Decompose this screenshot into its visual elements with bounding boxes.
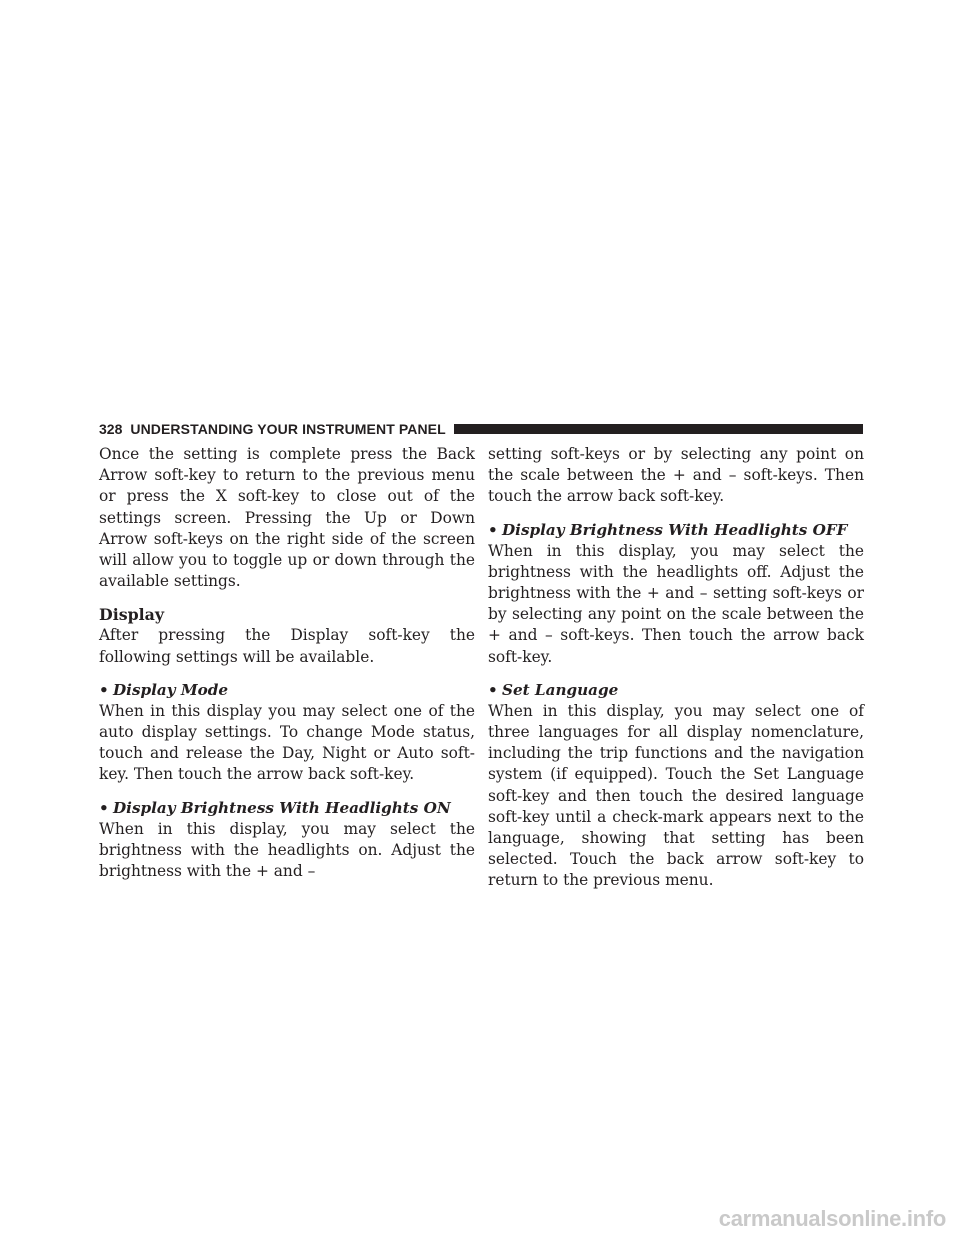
bullet-title: Display Brightness With Headlights OFF <box>502 520 848 539</box>
display-mode-text: When in this display you may select one of the auto display settings. To change Mode status, touch and release the Day, Night or Auto soft-key. Then touch the arrow back soft-key. <box>99 701 475 784</box>
intro-paragraph: Once the setting is complete press the Back Arrow soft-key to return to the previous menu or press the X soft-key to close out of the settings screen. Pressing the Up or Down Arrow soft-keys on the right side of the screen will allow you to toggle up or down through the available settings. <box>99 445 475 591</box>
brightness-off-text: When in this display, you may select the brightness with the headlights off. Adjust the brightness with the + and – setting soft-keys or by selecting any point on the scale between the + and – soft-keys. Then touch the arrow back soft-key. <box>488 541 864 666</box>
section-title: UNDERSTANDING YOUR INSTRUMENT PANEL <box>130 421 446 437</box>
header-rule <box>454 424 863 434</box>
page-header <box>99 420 863 438</box>
left-column <box>99 444 475 882</box>
set-language-text: When in this display, you may select one of three languages for all display nomenclature, including the trip functions and the navigation system (if equipped). Touch the Set Language soft-key and then touch the desired language soft-key until a check-mark appears next to the language, showing that setting has been selected. Touch the back arrow soft-key to return to the previous menu. <box>488 701 864 890</box>
page-number: 328 <box>99 421 123 437</box>
bullet-icon: • <box>488 680 498 699</box>
display-heading: Display <box>99 605 165 625</box>
brightness-on-text: When in this display, you may select the brightness with the headlights on. Adjust the brightness with the + and – <box>99 819 475 881</box>
bullet-brightness-on <box>99 798 475 819</box>
display-heading-text: After pressing the Display soft-key the following settings will be available. <box>99 626 475 666</box>
bullet-title: Set Language <box>502 680 619 699</box>
bullet-icon: • <box>99 798 109 817</box>
watermark: carmanualsonline.info <box>718 1206 946 1231</box>
bullet-title: Display Mode <box>113 680 229 699</box>
bullet-title: Display Brightness With Headlights ON <box>113 798 451 817</box>
bullet-set-language <box>488 680 864 701</box>
right-column <box>488 444 864 892</box>
bullet-icon: • <box>488 520 498 539</box>
bullet-icon: • <box>99 680 109 699</box>
continued-paragraph: setting soft-keys or by selecting any point on the scale between the + and – soft-keys. Then touch the arrow back soft-key. <box>488 445 864 506</box>
bullet-brightness-off <box>488 520 864 541</box>
bullet-display-mode <box>99 680 475 701</box>
